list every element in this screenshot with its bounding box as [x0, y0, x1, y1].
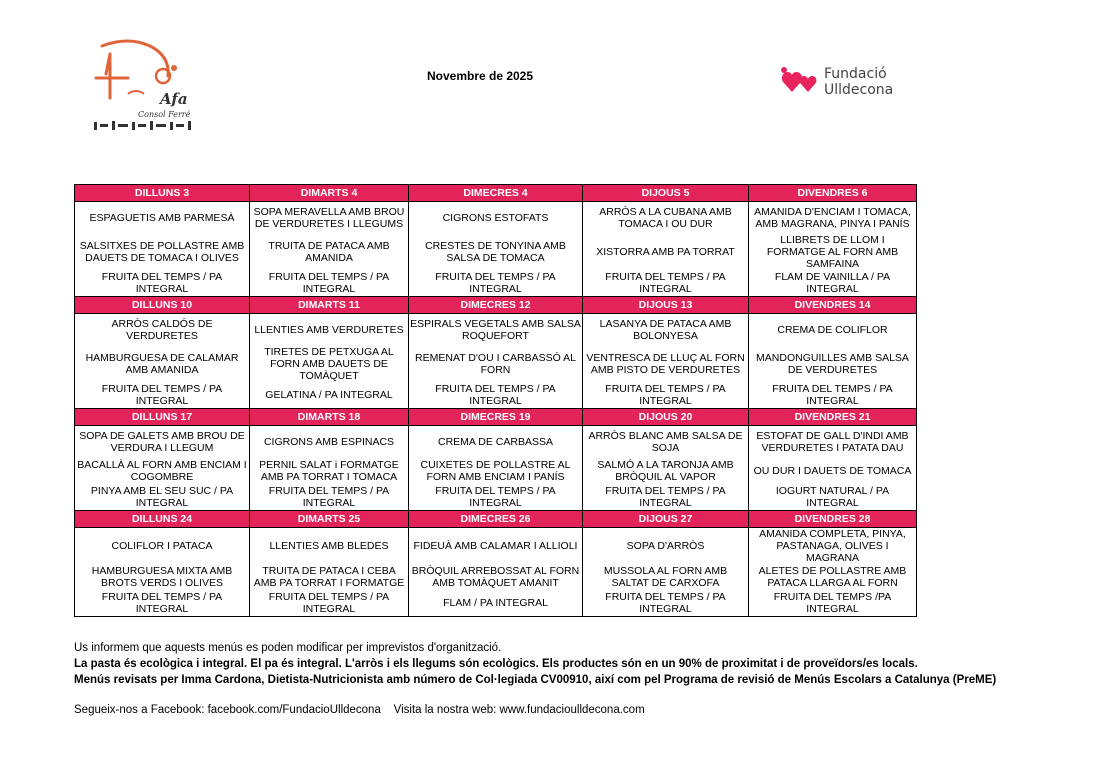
day-header: DIMARTS 18: [250, 409, 409, 426]
facebook-link[interactable]: Segueix-nos a Facebook: facebook.com/FundacioUlldecona: [74, 704, 381, 716]
second-course-dish: ALETES DE POLLASTRE AMB PATACA LLARGA AL FORN: [749, 564, 917, 590]
day-header: DIJOUS 27: [583, 511, 749, 528]
week-1-first-course-row: [75, 202, 917, 235]
page-title: Novembre de 2025: [426, 69, 534, 83]
first-course-dish: SOPA MERAVELLA AMB BROU DE VERDURETES I LLEGUMS: [250, 202, 409, 235]
dessert-dish: FRUITA DEL TEMPS / PA INTEGRAL: [250, 484, 409, 511]
dessert-dish: FRUITA DEL TEMPS / PA INTEGRAL: [583, 590, 749, 617]
note-ecological: La pasta és ecològica i integral. El pa és integral. L'arròs i els llegums són ecològics. Els productes són en un 90% de proximitat i de proveïdors/es locals.: [74, 658, 918, 670]
week-4-first-course-row: [75, 528, 917, 565]
fundacio-logo-line2: Ulldecona: [824, 82, 894, 98]
first-course-dish: ARRÒS CALDÓS DE VERDURETES: [75, 314, 250, 347]
dessert-dish: FRUITA DEL TEMPS / PA INTEGRAL: [583, 484, 749, 511]
first-course-dish: CREMA DE CARBASSA: [409, 426, 583, 459]
second-course-dish: MANDONGUILLES AMB SALSA DE VERDURETES: [749, 346, 917, 382]
first-course-dish: LLENTIES AMB VERDURETES: [250, 314, 409, 347]
dessert-dish: FLAM / PA INTEGRAL: [409, 590, 583, 617]
second-course-dish: CUIXETES DE POLLASTRE AL FORN AMB ENCIAM I PANÍS: [409, 458, 583, 484]
note-modifications: Us informem que aquests menús es poden modificar per imprevistos d'organització.: [74, 642, 502, 654]
day-header: DILLUNS 17: [75, 409, 250, 426]
week-3-second-course-row: [75, 458, 917, 484]
day-header: DILLUNS 3: [75, 185, 250, 202]
day-header: DIJOUS 5: [583, 185, 749, 202]
first-course-dish: ARRÒS A LA CUBANA AMB TOMACA I OU DUR: [583, 202, 749, 235]
week-2-second-course-row: [75, 346, 917, 382]
second-course-dish: TIRETES DE PETXUGA AL FORN AMB DAUETS DE TOMÀQUET: [250, 346, 409, 382]
dessert-dish: FRUITA DEL TEMPS / PA INTEGRAL: [250, 270, 409, 297]
first-course-dish: COLIFLOR I PATACA: [75, 528, 250, 565]
dessert-dish: FRUITA DEL TEMPS / PA INTEGRAL: [75, 270, 250, 297]
week-1-dessert-row: [75, 270, 917, 297]
day-header: DIMARTS 25: [250, 511, 409, 528]
second-course-dish: TRUITA DE PATACA AMB AMANIDA: [250, 234, 409, 270]
web-link[interactable]: Visita la nostra web: www.fundacioulldecona.com: [393, 704, 645, 716]
day-header: DIMECRES 19: [409, 409, 583, 426]
first-course-dish: CREMA DE COLIFLOR: [749, 314, 917, 347]
second-course-dish: BACALLÀ AL FORN AMB ENCIAM I COGOMBRE: [75, 458, 250, 484]
first-course-dish: SOPA D'ARRÒS: [583, 528, 749, 565]
first-course-dish: CIGRONS AMB ESPINACS: [250, 426, 409, 459]
day-header: DIVENDRES 28: [749, 511, 917, 528]
afa-logo-name: Afa: [160, 90, 188, 108]
dessert-dish: FRUITA DEL TEMPS / PA INTEGRAL: [749, 382, 917, 409]
menu-table: [74, 184, 917, 617]
dessert-dish: PINYA AMB EL SEU SUC / PA INTEGRAL: [75, 484, 250, 511]
dessert-dish: FRUITA DEL TEMPS / PA INTEGRAL: [583, 382, 749, 409]
day-header: DIMARTS 11: [250, 297, 409, 314]
second-course-dish: BRÒQUIL ARREBOSSAT AL FORN AMB TOMÀQUET AMANIT: [409, 564, 583, 590]
week-4-header-row: [75, 511, 917, 528]
day-header: DIJOUS 20: [583, 409, 749, 426]
week-3-header-row: [75, 409, 917, 426]
first-course-dish: AMANIDA D'ENCIAM I TOMACA, AMB MAGRANA, PINYA I PANÍS: [749, 202, 917, 235]
second-course-dish: HAMBURGUESA MIXTA AMB BROTS VERDS I OLIVES: [75, 564, 250, 590]
first-course-dish: ESPIRALS VEGETALS AMB SALSA ROQUEFORT: [409, 314, 583, 347]
dessert-dish: FRUITA DEL TEMPS /PA INTEGRAL: [749, 590, 917, 617]
day-header: DILLUNS 10: [75, 297, 250, 314]
week-3-dessert-row: [75, 484, 917, 511]
day-header: DIVENDRES 14: [749, 297, 917, 314]
dessert-dish: GELATINA / PA INTEGRAL: [250, 382, 409, 409]
dessert-dish: FRUITA DEL TEMPS / PA INTEGRAL: [75, 590, 250, 617]
second-course-dish: LLIBRETS DE LLOM I FORMATGE AL FORN AMB SAMFAINA: [749, 234, 917, 270]
second-course-dish: CRESTES DE TONYINA AMB SALSA DE TOMACA: [409, 234, 583, 270]
social-links: [74, 704, 645, 716]
first-course-dish: ARRÒS BLANC AMB SALSA DE SOJA: [583, 426, 749, 459]
fundacio-ulldecona-logo: [778, 62, 918, 102]
fundacio-logo-line1: Fundació: [824, 66, 887, 82]
day-header: DIMECRES 12: [409, 297, 583, 314]
second-course-dish: HAMBURGUESA DE CALAMAR AMB AMANIDA: [75, 346, 250, 382]
week-3-first-course-row: [75, 426, 917, 459]
day-header: DIJOUS 13: [583, 297, 749, 314]
day-header: DILLUNS 24: [75, 511, 250, 528]
first-course-dish: ESPAGUETIS AMB PARMESÀ: [75, 202, 250, 235]
week-2-header-row: [75, 297, 917, 314]
second-course-dish: SALMÓ A LA TARONJA AMB BRÒQUIL AL VAPOR: [583, 458, 749, 484]
dessert-dish: FRUITA DEL TEMPS / PA INTEGRAL: [409, 382, 583, 409]
first-course-dish: LASANYA DE PATACA AMB BOLONYESA: [583, 314, 749, 347]
day-header: DIVENDRES 6: [749, 185, 917, 202]
day-header: DIMECRES 26: [409, 511, 583, 528]
notes: [74, 640, 996, 688]
note-reviewed: Menús revisats per Imma Cardona, Dietista-Nutricionista amb número de Col·legiada CV00910, així com pel Programa de revisió de Menús Escolars a Catalunya (PreME): [74, 674, 997, 686]
first-course-dish: FIDEUÀ AMB CALAMAR I ALLIOLI: [409, 528, 583, 565]
week-2-first-course-row: [75, 314, 917, 347]
second-course-dish: REMENAT D'OU I CARBASSÓ AL FORN: [409, 346, 583, 382]
dessert-dish: FLAM DE VAINILLA / PA INTEGRAL: [749, 270, 917, 297]
day-header: DIMECRES 4: [409, 185, 583, 202]
second-course-dish: VENTRESCA DE LLUÇ AL FORN AMB PISTO DE VERDURETES: [583, 346, 749, 382]
first-course-dish: SOPA DE GALETS AMB BROU DE VERDURA I LLEGUM: [75, 426, 250, 459]
second-course-dish: OU DUR I DAUETS DE TOMACA: [749, 458, 917, 484]
week-1-header-row: [75, 185, 917, 202]
second-course-dish: MUSSOLA AL FORN AMB SALTAT DE CARXOFA: [583, 564, 749, 590]
second-course-dish: TRUITA DE PATACA I CEBA AMB PA TORRAT I FORMATGE: [250, 564, 409, 590]
second-course-dish: SALSITXES DE POLLASTRE AMB DAUETS DE TOMACA I OLIVES: [75, 234, 250, 270]
dessert-dish: FRUITA DEL TEMPS / PA INTEGRAL: [409, 484, 583, 511]
dessert-dish: IOGURT NATURAL / PA INTEGRAL: [749, 484, 917, 511]
first-course-dish: CIGRONS ESTOFATS: [409, 202, 583, 235]
second-course-dish: PERNIL SALAT i FORMATGE AMB PA TORRAT I TOMACA: [250, 458, 409, 484]
day-header: DIVENDRES 21: [749, 409, 917, 426]
day-header: DIMARTS 4: [250, 185, 409, 202]
dessert-dish: FRUITA DEL TEMPS / PA INTEGRAL: [250, 590, 409, 617]
first-course-dish: LLENTIES AMB BLEDES: [250, 528, 409, 565]
week-1-second-course-row: [75, 234, 917, 270]
week-2-dessert-row: [75, 382, 917, 409]
week-4-dessert-row: [75, 590, 917, 617]
afa-logo: [88, 34, 203, 134]
week-4-second-course-row: [75, 564, 917, 590]
dessert-dish: FRUITA DEL TEMPS / PA INTEGRAL: [75, 382, 250, 409]
second-course-dish: XISTORRA AMB PA TORRAT: [583, 234, 749, 270]
first-course-dish: AMANIDA COMPLETA, PINYA, PASTANAGA, OLIVES I MAGRANA: [749, 528, 917, 565]
dessert-dish: FRUITA DEL TEMPS / PA INTEGRAL: [583, 270, 749, 297]
afa-logo-subtitle: Consol Ferré: [138, 110, 191, 119]
dessert-dish: FRUITA DEL TEMPS / PA INTEGRAL: [409, 270, 583, 297]
first-course-dish: ESTOFAT DE GALL D'INDI AMB VERDURETES I PATATA DAU: [749, 426, 917, 459]
